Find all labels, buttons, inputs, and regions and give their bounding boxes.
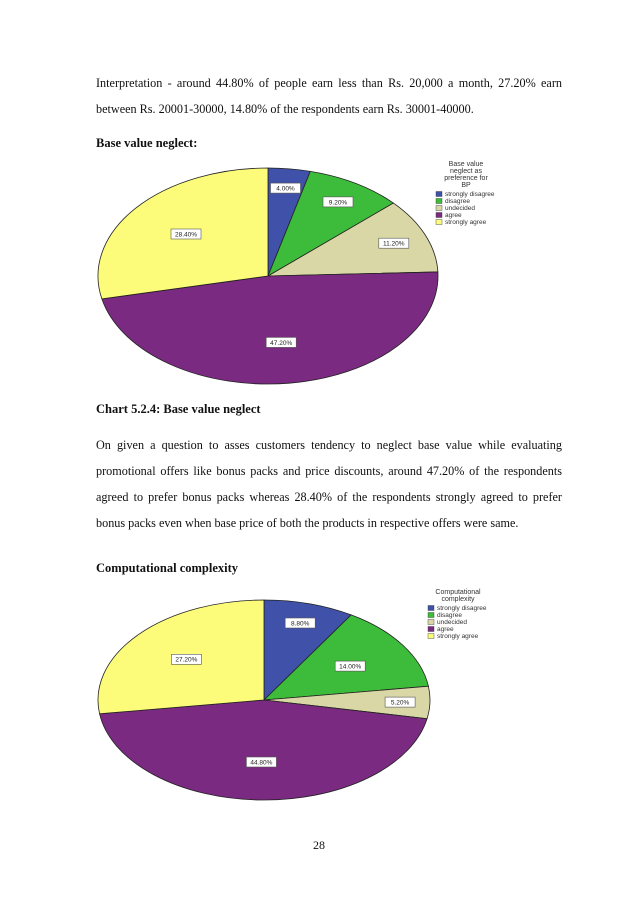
legend-swatch bbox=[436, 213, 442, 218]
chart-legend bbox=[428, 589, 487, 640]
legend-item: strongly agree bbox=[437, 633, 479, 640]
slice-label bbox=[246, 757, 276, 767]
legend-swatch bbox=[428, 606, 434, 611]
legend-item: disagree bbox=[437, 612, 462, 619]
legend-swatch bbox=[436, 220, 442, 225]
legend-item: undecided bbox=[445, 205, 475, 212]
slice-label-text: 44.80% bbox=[250, 759, 273, 767]
heading-computational-complexity: Computational complexity bbox=[96, 561, 239, 575]
body-paragraph: On given a question to asses customers tendency to neglect base value while evaluating promotional offers like bonus packs and price discounts, around 47.20% of the respondents agreed to prefer bonus packs whereas 28.40% of the respondents strongly agreed to prefer bonus packs even when base price of both the products in respective offers were same. bbox=[96, 438, 562, 530]
legend-swatch bbox=[428, 620, 434, 625]
legend-swatch bbox=[428, 613, 434, 618]
pie-slice-agree bbox=[100, 700, 427, 800]
slice-label-text: 11.20% bbox=[383, 240, 405, 248]
page-number: 28 bbox=[313, 838, 325, 852]
legend-item: strongly agree bbox=[445, 219, 487, 226]
slice-label bbox=[385, 697, 415, 707]
legend-title: complexity bbox=[441, 596, 475, 603]
slice-label-text: 14.00% bbox=[339, 663, 362, 671]
slice-label bbox=[271, 183, 301, 193]
legend-swatch bbox=[436, 192, 442, 197]
legend-title: Base value bbox=[448, 161, 484, 168]
slice-label-text: 28.40% bbox=[174, 231, 198, 239]
slice-label-text: 27.20% bbox=[175, 656, 198, 664]
slice-label bbox=[335, 661, 365, 671]
chart-caption: Chart 5.2.4: Base value neglect bbox=[96, 402, 261, 416]
legend-swatch bbox=[428, 627, 434, 632]
chart-legend bbox=[436, 161, 495, 226]
legend-swatch bbox=[436, 206, 442, 211]
legend-item: agree bbox=[445, 212, 462, 219]
legend-title: Computational bbox=[435, 589, 481, 596]
heading-base-value-neglect: Base value neglect: bbox=[96, 136, 198, 150]
legend-title: preference for bbox=[444, 175, 488, 182]
legend-title: neglect as bbox=[450, 168, 482, 175]
legend-swatch bbox=[436, 199, 442, 204]
slice-label bbox=[171, 229, 201, 239]
pie-chart-base-value-neglect bbox=[98, 161, 495, 384]
legend-item: agree bbox=[437, 626, 454, 633]
legend-swatch bbox=[428, 634, 434, 639]
legend-item: disagree bbox=[445, 198, 470, 205]
legend-item: strongly disagree bbox=[445, 191, 495, 198]
slice-label bbox=[171, 654, 201, 664]
slice-label-text: 8.80% bbox=[290, 620, 310, 628]
slice-label-text: 9.20% bbox=[328, 199, 348, 207]
slice-label-text: 4.00% bbox=[276, 185, 295, 193]
slice-label bbox=[285, 618, 315, 628]
legend-item: strongly disagree bbox=[437, 605, 487, 612]
pie-chart-computational-complexity bbox=[98, 589, 487, 800]
slice-label bbox=[266, 337, 296, 347]
slice-label-text: 5.20% bbox=[390, 699, 410, 707]
slice-label-text: 47.20% bbox=[270, 339, 293, 347]
intro-paragraph: Interpretation - around 44.80% of people earn less than Rs. 20,000 a month, 27.20% earn between Rs. 20001-30000, 14.80% of the respondents earn Rs. 30001-40000. bbox=[96, 76, 562, 116]
slice-label bbox=[323, 197, 353, 207]
slice-label bbox=[379, 238, 409, 248]
legend-item: undecided bbox=[437, 619, 467, 626]
legend-title: BP bbox=[461, 182, 471, 189]
